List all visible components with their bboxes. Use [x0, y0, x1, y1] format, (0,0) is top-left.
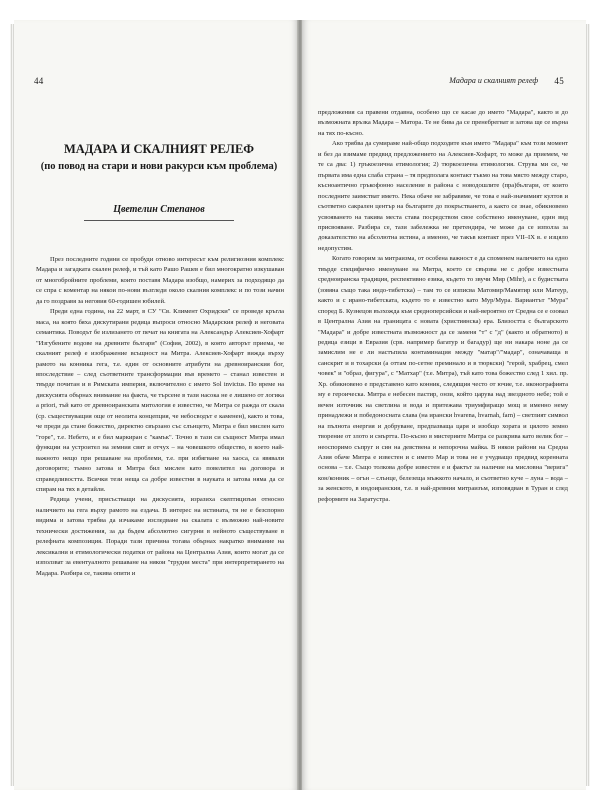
left-page-number: 44 — [34, 76, 44, 86]
left-page — [14, 20, 298, 790]
right-body-text — [318, 108, 568, 790]
running-head: Мадара и скалният релеф — [449, 76, 538, 85]
paragraph: Преди една година, на 22 март, в СУ "Св. Климент Охридски" се проведе кръгла маса, на която бяха дискутирани редица въпроси относно Мадарския релеф и неговата семантика. Поводът бе излизането от печат на книгата на Александър Алексиев-Хофарт "Изгубените водове на древните българи" (София, 2002), в която авторът приема, че скалният релеф е изображение всъщност на Митра. Алексиев-Хофарт вижда върху рамото на конника гега, т.е. един от основните атрибути на древноиранския бог, впоследствие – след съответните трансформации във времето – станал известен и твърде почитан и в Римската империя, включително с името Sol invictus. По време на дискусията обърнах внимание на факта, че търсене в тази насока не е лишено от логика a priori, тъй като от древноиранската митология е известно, че Митра се ражда от скала (ср. съществуващия още от неолита концепция, че небосводът е каменен), както и това, че преди да стане божество, директно свързано със слънцето, Митра е бил мислен като "горе", т.е. Небето, и е бил маркиран с "камък". Точно в тази си същност Митра имал функции на устроител на земния свят и отчух – на човешкото общество, в което най-важното нещо при решаване на проблеми, т.е. при избягване на хаоса, са явявали договорите; тъмно затова и Митра бил мислен като повелител на договора и справедливостта. Всички тези неща са добре известни в науката и затова няма да се спирам на тях в детайли. — [36, 308, 284, 493]
right-page-number: 45 — [554, 76, 564, 86]
paragraph: предложения са правени отдавна, особено що се касае до името "Мадара", както и до възможната връзка Мадара – Матора. Те не бива да се пренебрегват и затова ще се върна на тях по-късно. — [318, 109, 568, 137]
paragraph: Редица учени, присъстващи на дискусията, изразиха скептицизъм относно наличието на гега върху рамото на ездача. В интерес на истината, тя не е безспорно видима и затова трябва да изчакаме изследване на скалата с възможно най-новите технически достижения, за да бъдем абсолютно сигурни в нейното съществуване в релефната композиция. Поради тази причина тогава обърнах накратко внимание на лексикални и етимологически податки от района на Централна Азия, които могат да се използват за евентуалното решаване на някои "трудни места" при интерпретирането на Мадара. Разбира се, такива опити и — [36, 496, 284, 577]
paragraph: Ако трябва да сумираме най-общо подходите към името "Мадара" към този момент и без да взимаме предвид предложението на Алексиев-Хофарт, то може да приемем, че те са два: 1) гръкоезична етимология; 2) тюркоезична етимология. Струва ми се, че първата има една слаба страна – тя предполага контакт тъкмо на това място между старо, късноантично гръкофонно население в района с новодошлите (пра)българи, от които последните заимстват името. Нека обаче не забравяме, че това е най-значимият култов и съответно сакрален център на българите до покръстването, а както се знае, обикновено усвояването на такива места става посредством свое собствено именуване, един вид присвояване. Разбира се, тази забележка не претендира, че може да се използа за доказателство на абсолютна истина, а именно, че такъв контакт през VII–IX в. е изцяло недопустим. — [318, 140, 568, 252]
left-body-text — [36, 255, 284, 780]
page-edges-right — [586, 24, 590, 786]
author-divider — [84, 220, 234, 221]
paragraph: През последните години се пробуди отново интересът към религиозния комплекс Мадара и загадката скален релеф, и тъй като Рашо Рашев е бил многократно изкушаван от многобройните проблеми, които поставя Мадара изобщо, намерих за подходящо да се спра с коментар на някои по-нови възгледи около скалния комплекс и по този начин да го поздравя за неговия 60-годишен юбилей. — [36, 256, 284, 305]
author-name: Цветелин Степанов — [113, 204, 205, 215]
article-title: МАДАРА И СКАЛНИЯТ РЕЛЕФ — [63, 142, 255, 156]
article-subtitle: (по повод на стари и нови ракурси към проблема) — [40, 161, 278, 172]
right-page — [302, 20, 586, 790]
paragraph: Когато говорим за митраизма, от особена важност е да споменем наличието на едно твърде специфично именуване на Митра, което се свързва не с добре известната средноиранска традиция, респективно езика, където то звучи Мир (Mihr), а с будистката (зовяна също така индо-тибетска) – там то се изписва Матомир/Мамятир или Матеур, както и с ирано-тибетската, където то е известно като Мур/Мура. Вариантът "Мура" според Б. Кузнецов възхожда към средноперсийски и най-вероятно от Средна се е озовал в Централна Азия на границата с новата (християнска) ера. Близостта с българското "Мадара" и добре известната възможност да се заменя "т" с "д" (както и обратното) в редица езици в Евразия (срв. например багатур и багадур) ще ни накара ноне да се замислим не е ли настъпила контаминация между "матар"/"мадар", означаваща в санскрит и в тохарски (а оттам по-сетне преминало и в тюркски) "герой, храбрец, смел човек" и "образ, фигура", с "Матхар" (т.е. Митра), тъй като това божество след 1 хил. пр. Хр. обикновено е представено като конник, следящия често от ючие, т.е. иконографията му е героическа. Митра е небесен пастир, онзи, който царува над звездното небе; той е вечен източник на светлина и вода и притежава триумфиращо мощ и именно нему принадлежи и победоносната слава (на ирански hvarena, hvarnah, farn) – светлият символ на пълнота енергия и добруване, предпазваща царя и изобщо хората и цялото земно творение от злото и смъртта. По-късно в мистериите Митра се разкрива като велик бог – неоспоримо съпруг и син на девствена и непорочна майка. В някои райони на Средна Азия обаче Митра е известен и с името Мар и това не е учудващо предвид коренната основа – т.е. Също толкова добре известен е и фактът за наличие на мисловна "верига" кон/конник – огън – слънце, белезеща мъжкото начало, и съответно куче – луна – вода – за женското, в индоиранския, т.е. в най-древния митраизъм, изповядван в Туран и след реформите на Заратустра. — [318, 255, 568, 503]
